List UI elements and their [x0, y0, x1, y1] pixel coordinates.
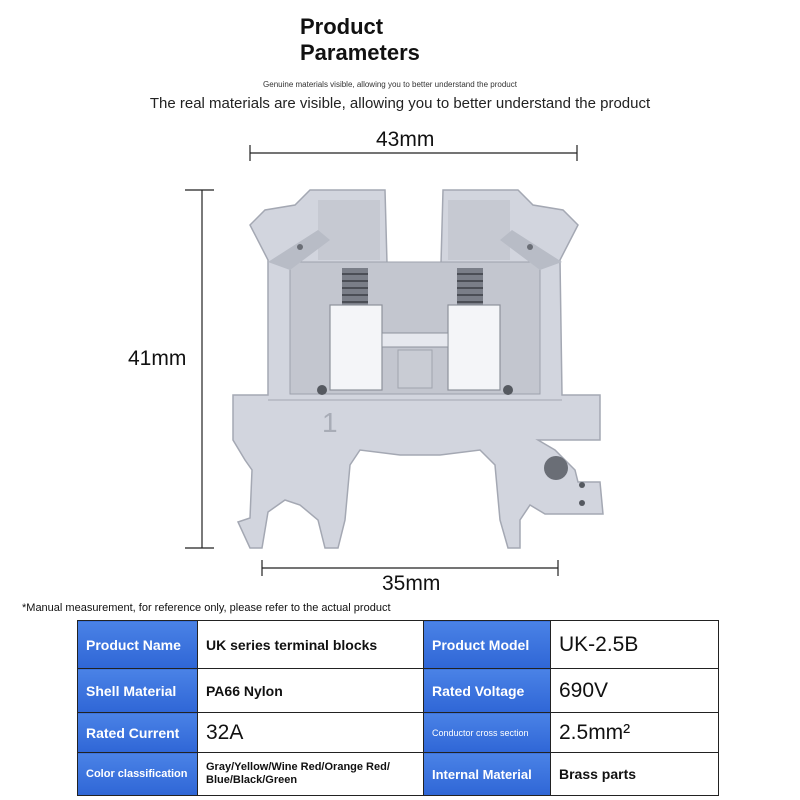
table-row [78, 669, 719, 713]
terminal-block [233, 190, 603, 548]
value-internal-material: Brass parts [551, 753, 719, 796]
screw-left [342, 268, 368, 308]
label-internal-material: Internal Material [424, 753, 551, 796]
measurement-note: *Manual measurement, for reference only, please refer to the actual product [22, 602, 391, 614]
value-rated-current: 32A [198, 713, 424, 753]
label-conductor-cross-section: Conductor cross section [424, 713, 551, 753]
subtitle-large: The real materials are visible, allowing you to better understand the product [149, 95, 651, 112]
subtitle-small: Genuine materials visible, allowing you to better understand the product [263, 80, 517, 89]
dimension-left-label: 41mm [128, 347, 187, 370]
title-line-2: Parameters [300, 40, 420, 65]
value-conductor-cross-section: 2.5mm² [551, 713, 719, 753]
value-color-classification: Gray/Yellow/Wine Red/Orange Red/ Blue/Black/Green [198, 753, 424, 796]
label-product-model: Product Model [424, 621, 551, 669]
title-line-1: Product [300, 14, 384, 39]
value-rated-voltage: 690V [551, 669, 719, 713]
spec-table [77, 620, 719, 796]
dimension-top-label: 43mm [376, 128, 435, 151]
value-product-model: UK-2.5B [551, 621, 719, 669]
label-rated-voltage: Rated Voltage [424, 669, 551, 713]
table-row [78, 621, 719, 669]
dimension-bottom-label: 35mm [382, 572, 441, 595]
label-product-name: Product Name [78, 621, 198, 669]
part-marking: 1 [322, 407, 338, 438]
label-shell-material: Shell Material [78, 669, 198, 713]
screw-right [457, 268, 483, 308]
table-row [78, 713, 719, 753]
value-shell-material: PA66 Nylon [198, 669, 424, 713]
table-row [78, 753, 719, 796]
label-color-classification: Color classification [78, 753, 198, 796]
value-product-name: UK series terminal blocks [198, 621, 424, 669]
label-rated-current: Rated Current [78, 713, 198, 753]
